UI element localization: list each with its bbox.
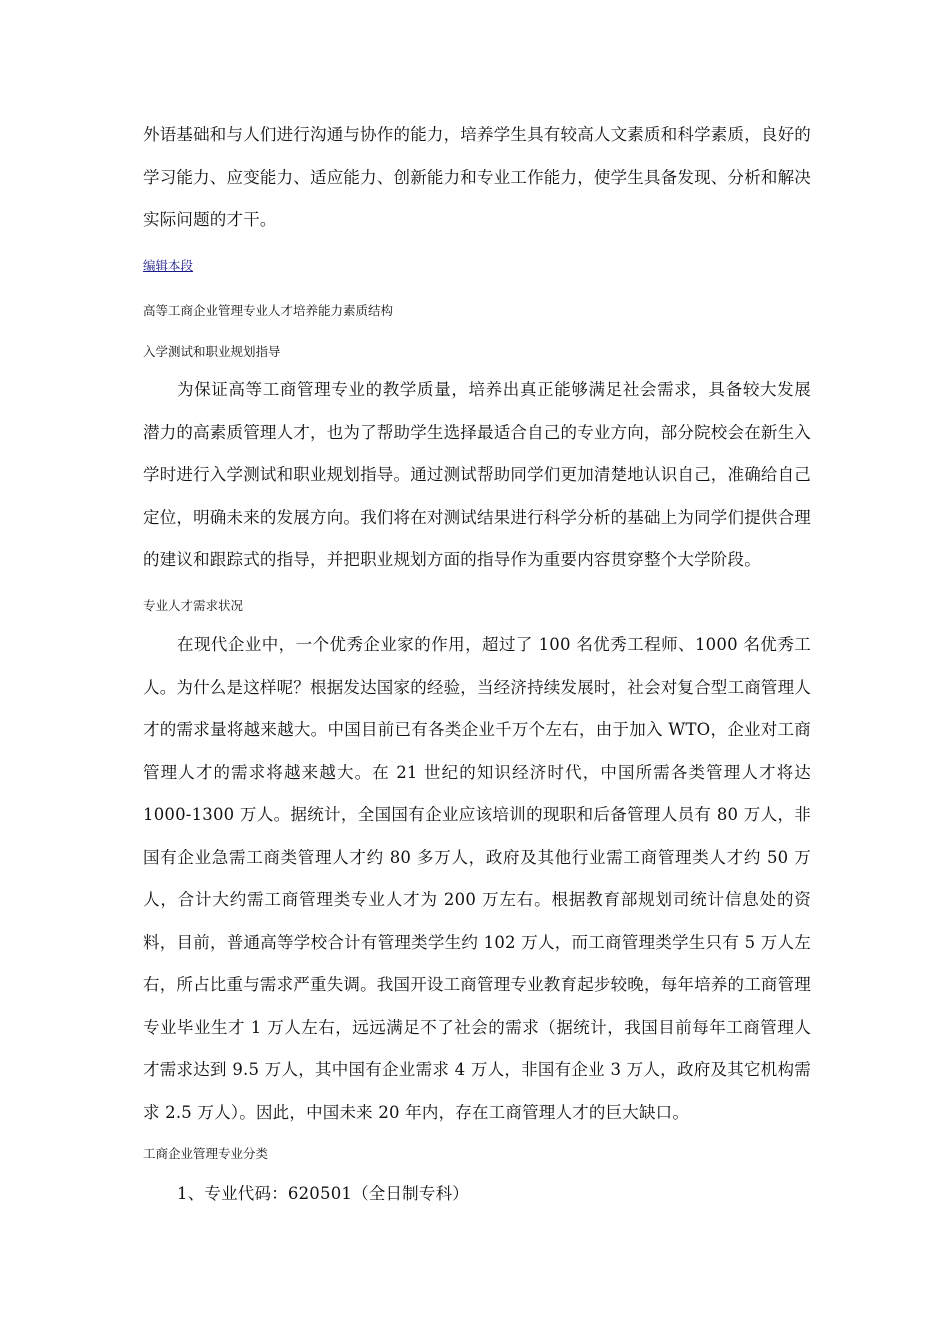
edit-section-link-wrapper: [143, 257, 193, 275]
intro-paragraph: 外语基础和与人们进行沟通与协作的能力，培养学生具有较高人文素质和科学素质，良好的学习能力、应变能力、适应能力、创新能力和专业工作能力，使学生具备发现、分析和解决实际问题的才干。: [143, 125, 811, 229]
heading-classification: 工商企业管理专业分类: [143, 1146, 269, 1161]
heading-talent-demand: 专业人才需求状况: [143, 598, 244, 613]
heading-entrance-test: 入学测试和职业规划指导: [143, 344, 281, 359]
edit-section-link[interactable]: 编辑本段: [143, 258, 194, 273]
list-item-major-code: 1、专业代码：620501（全日制专科）: [177, 1184, 469, 1203]
paragraph-talent-demand: 在现代企业中，一个优秀企业家的作用，超过了 100 名优秀工程师、1000 名优秀工人。为什么是这样呢？根据发达国家的经验，当经济持续发展时，社会对复合型工商管理人才的需求量将越来越大。中国目前已有各类企业千万个左右，由于加入 WTO，企业对工商管理人才的需求将越来越大。在 21 世纪的知识经济时代，中国所需各类管理人才将达 1000-1300 万人。据统计，全国国有企业应该培训的现职和后备管理人员有 80 万人，非国有企业急需工商类管理人才约 80 多万人，政府及其他行业需工商管理类人才约 50 万人，合计大约需工商管理类专业人才为 200 万左右。根据教育部规划司统计信息处的资料，目前，普通高等学校合计有管理类学生约 102 万人，而工商管理类学生只有 5 万人左右，所占比重与需求严重失调。我国开设工商管理专业教育起步较晚，每年培养的工商管理专业毕业生才 1 万人左右，远远满足不了社会的需求（据统计，我国目前每年工商管理人才需求达到 9.5 万人，其中国有企业需求 4 万人，非国有企业 3 万人，政府及其它机构需求 2.5 万人）。因此，中国未来 20 年内，存在工商管理人才的巨大缺口。: [143, 635, 811, 1122]
paragraph-entrance-test: 为保证高等工商管理专业的教学质量，培养出真正能够满足社会需求，具备较大发展潜力的高素质管理人才，也为了帮助学生选择最适合自己的专业方向，部分院校会在新生入学时进行入学测试和职业规划指导。通过测试帮助同学们更加清楚地认识自己，准确给自己定位，明确未来的发展方向。我们将在对测试结果进行科学分析的基础上为同学们提供合理的建议和跟踪式的指导，并把职业规划方面的指导作为重要内容贯穿整个大学阶段。: [143, 380, 811, 569]
heading-structure: 高等工商企业管理专业人才培养能力素质结构: [143, 303, 394, 318]
